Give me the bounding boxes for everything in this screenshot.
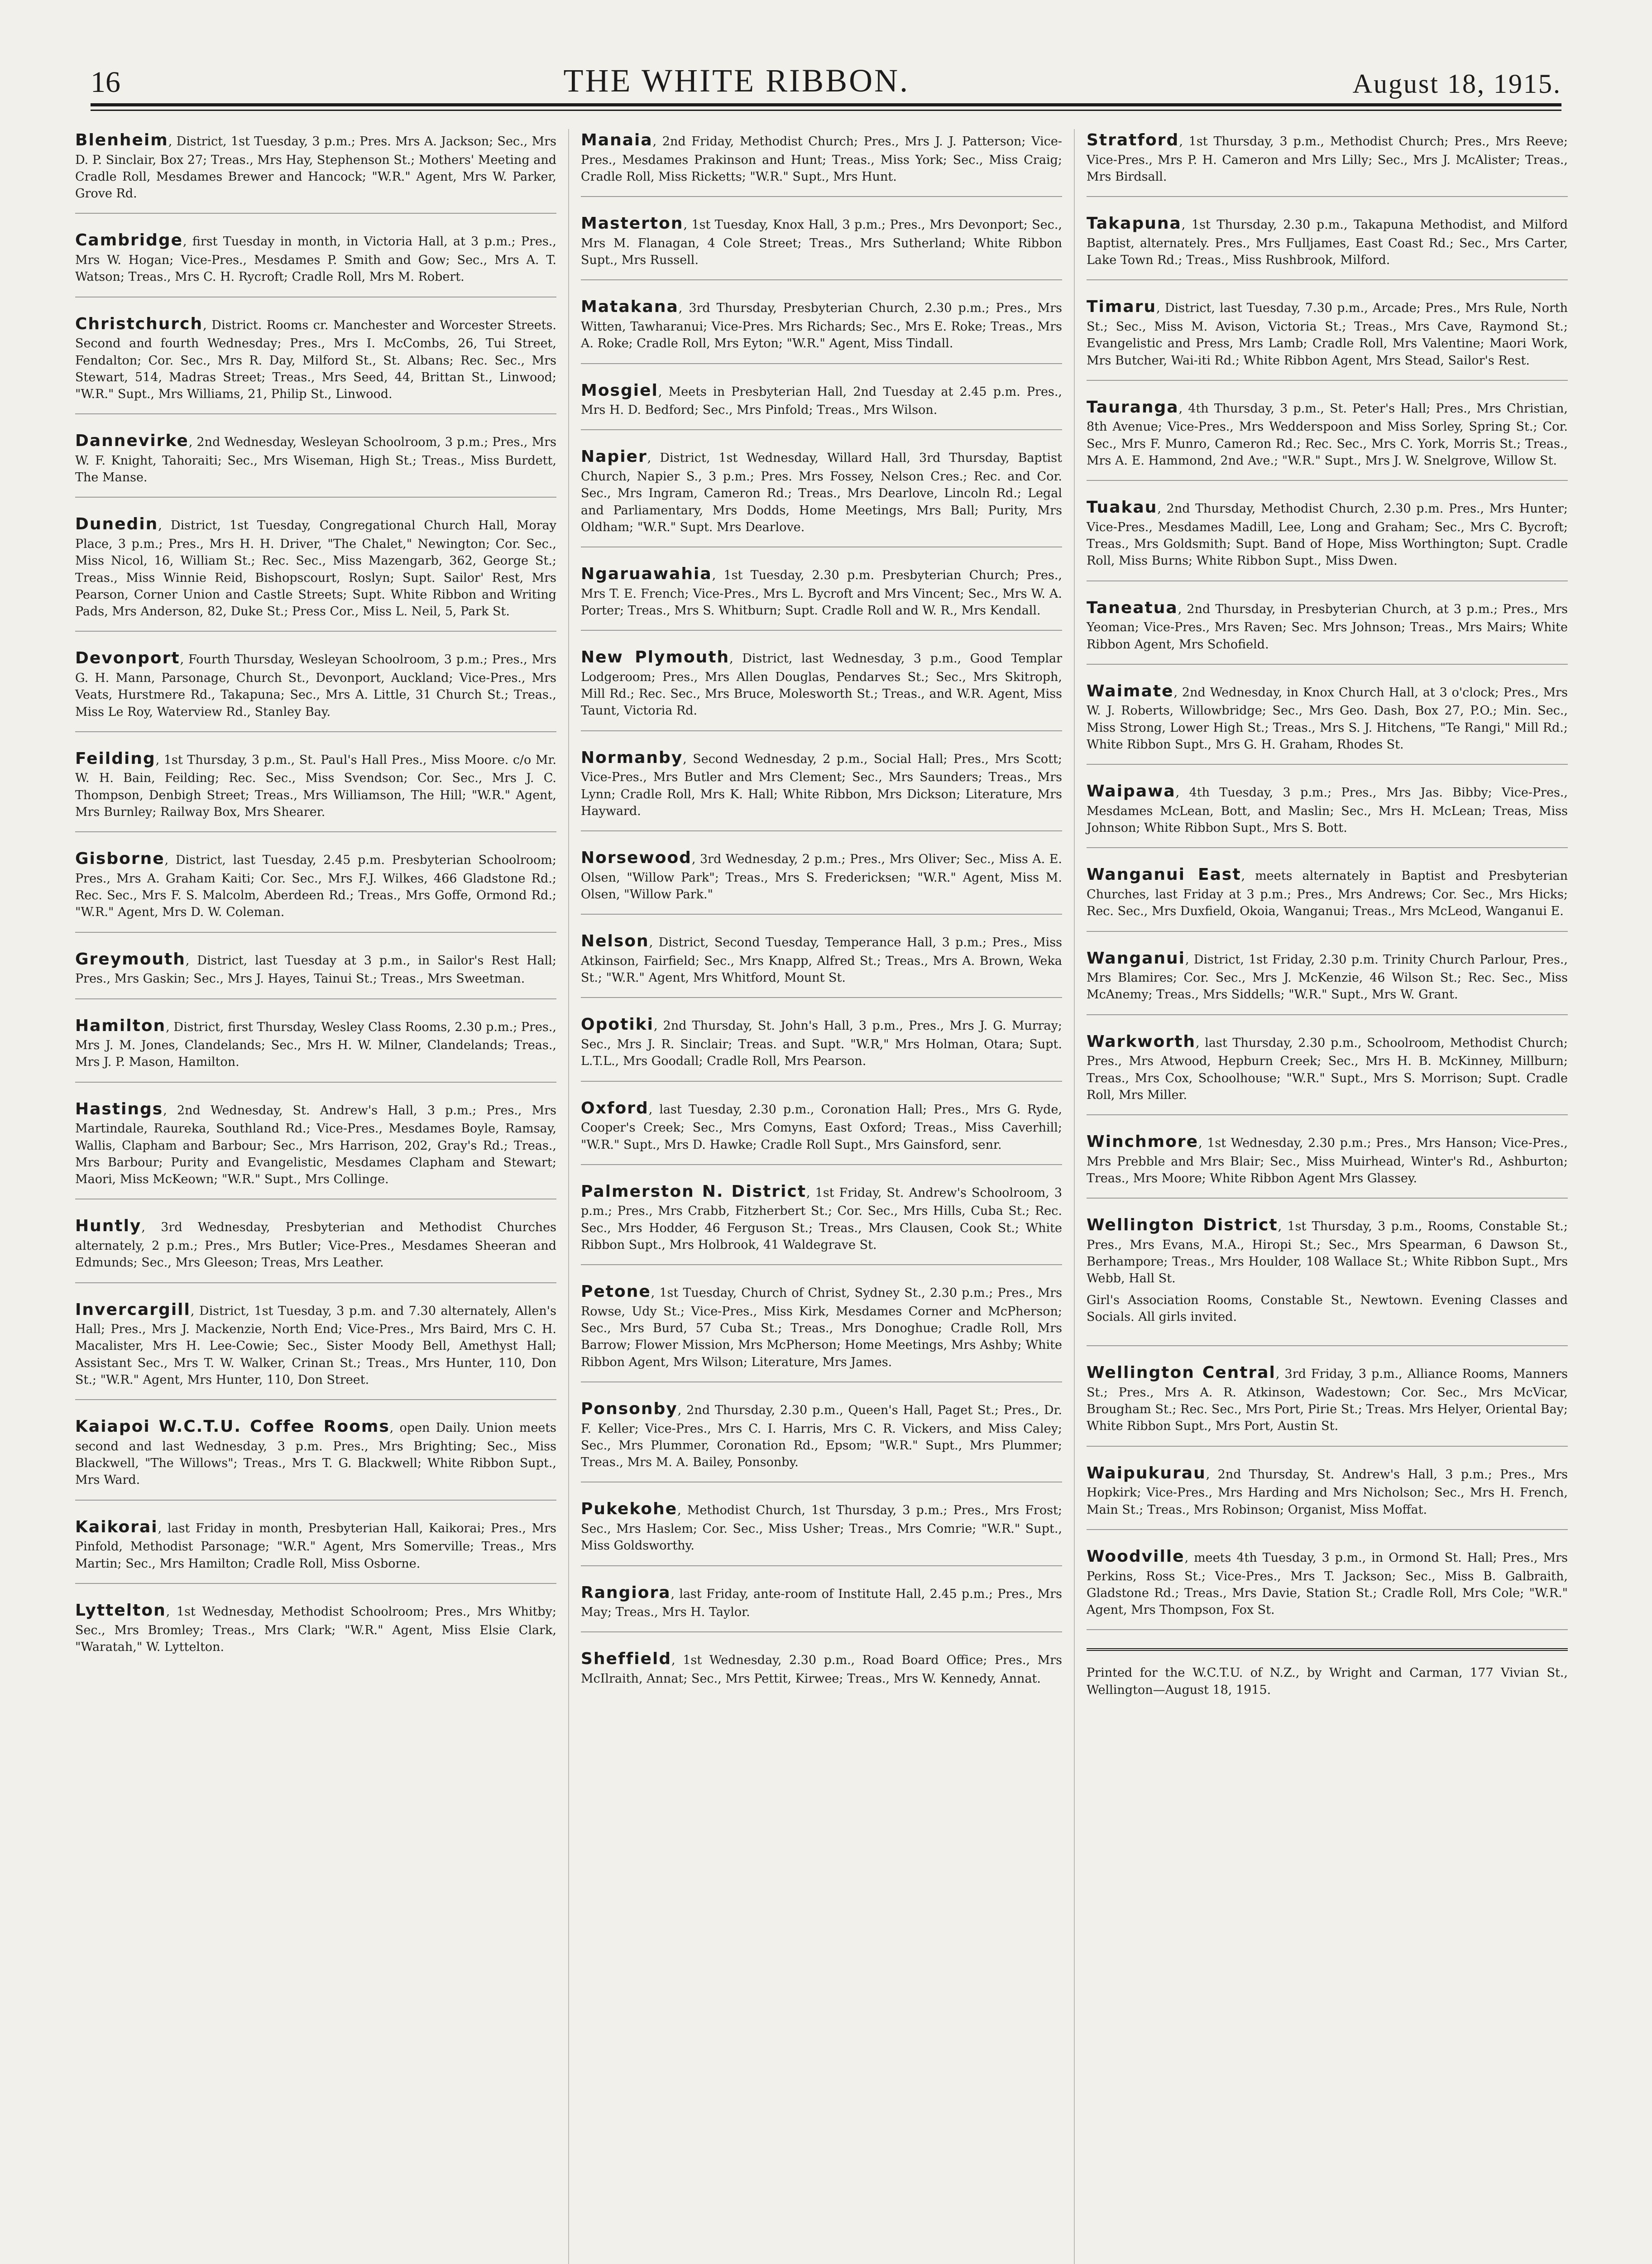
union-entry: Normanby, Second Wednesday, 2 p.m., Social Hall; Pres., Mrs Scott; Vice-Pres., Mrs Butler and Mrs Clement; Sec., Mrs Saunders; Treas., Mrs Lynn; Cradle Roll, Mrs K. Hall; White Ribbon, Mrs Dickson; Literature, Mrs Hayward. bbox=[581, 747, 1062, 831]
union-entry: Wanganui East, meets alternately in Baptist and Presbyterian Churches, last Friday at 3 p.m.; Pres., Mrs Andrews; Cor. Sec., Mrs Hicks; Rec. Sec., Mrs Duxfield, Okoia, Wanganui; Treas., Mrs McLeod, Wanganui E. bbox=[1087, 863, 1568, 931]
union-name: Norsewood bbox=[581, 849, 692, 868]
union-name: Timaru bbox=[1087, 297, 1157, 317]
union-entry: Devonport, Fourth Thursday, Wesleyan Schoolroom, 3 p.m.; Pres., Mrs G. H. Mann, Parsonage, Church St., Devonport, Auckland; Vice-Pres., Mrs Veats, Hurstmere Rd., Takapuna; Sec., Mrs A. Little, 31 Church St.; Treas., Miss Le Roy, Waterview Rd., Stanley Bay. bbox=[75, 647, 556, 732]
union-details: 1st Wednesday, 2.30 p.m.; Pres., Mrs Hanson; Vice-Pres., Mrs Prebble and Mrs Blair; Sec., Miss Muirhead, Winter's Rd., Ashburton; Treas., Mrs Moore; White Ribbon Agent Mrs Glassey. bbox=[1087, 1136, 1568, 1186]
union-entry: Waipawa, 4th Tuesday, 3 p.m.; Pres., Mrs Jas. Bibby; Vice-Pres., Mesdames McLean, Bott, and Maslin; Sec., Mrs H. McLean; Treas, Miss Johnson; White Ribbon Supt., Mrs S. Bott. bbox=[1087, 780, 1568, 848]
union-details: 4th Thursday, 3 p.m., St. Peter's Hall; Pres., Mrs Christian, 8th Avenue; Vice-Pres., Mrs Wedderspoon and Miss Sorley, Spring St.; Cor. Sec., Mrs F. Munro, Cameron Rd.; Rec. Sec., Mrs C. York, Morris St.; Treas., Mrs A. E. Hammond, 2nd Ave.; "W.R." Supt., Mrs J. W. Snelgrove, Willow St. bbox=[1087, 401, 1568, 468]
union-entry: Hamilton, District, first Thursday, Wesley Class Rooms, 2.30 p.m.; Pres., Mrs J. M. Jones, Clandelands; Sec., Mrs H. W. Milner, Clandelands; Treas., Mrs J. P. Mason, Hamilton. bbox=[75, 1015, 556, 1083]
union-entry: Mosgiel, Meets in Presbyterian Hall, 2nd Tuesday at 2.45 p.m. Pres., Mrs H. D. Bedford; Sec., Mrs Pinfold; Treas., Mrs Wilson. bbox=[581, 379, 1062, 431]
union-details: District, 1st Wednesday, Willard Hall, 3rd Thursday, Baptist Church, Napier S., 3 p.m.; Pres. Mrs Fossey, Nelson Cres.; Rec. and Cor. Sec., Mrs Ingram, Cameron Rd.; Treas., Mrs Dearlove, Lincoln Rd.; Legal and Parliamentary, Mrs Dodds, Home Meetings, Mrs Ball; Purity, Mrs Oldham; "W.R." Supt. Mrs Dearlove. bbox=[581, 451, 1062, 534]
union-entry: Winchmore, 1st Wednesday, 2.30 p.m.; Pres., Mrs Hanson; Vice-Pres., Mrs Prebble and Mrs Blair; Sec., Miss Muirhead, Winter's Rd., Ashburton; Treas., Mrs Moore; White Ribbon Agent Mrs Glassey. bbox=[1087, 1131, 1568, 1199]
union-name: Woodville bbox=[1087, 1547, 1185, 1566]
union-entry: Napier, District, 1st Wednesday, Willard Hall, 3rd Thursday, Baptist Church, Napier S., 3 p.m.; Pres. Mrs Fossey, Nelson Cres.; Rec. and Cor. Sec., Mrs Ingram, Cameron Rd.; Treas., Mrs Dearlove, Lincoln Rd.; Legal and Parliamentary, Mrs Dodds, Home Meetings, Mrs Ball; Purity, Mrs Oldham; "W.R." Supt. Mrs Dearlove. bbox=[581, 446, 1062, 547]
union-details: 2nd Wednesday, St. Andrew's Hall, 3 p.m.; Pres., Mrs Martindale, Raureka, Southland Rd.; Vice-Pres., Mesdames Boyle, Ramsay, Wallis, Clapham and Barbour; Sec., Mrs Harrison, 202, Gray's Rd.; Treas., Mrs Barbour; Purity and Evangelistic, Mesdames Clapham and Stewart; Maori, Miss McKeown; "W.R." Supt., Mrs Collinge. bbox=[75, 1103, 557, 1187]
union-name: Sheffield bbox=[581, 1650, 672, 1669]
union-name: Masterton bbox=[581, 214, 684, 233]
union-name: Greymouth bbox=[75, 950, 186, 969]
union-entry: Blenheim, District, 1st Tuesday, 3 p.m.; Pres. Mrs A. Jackson; Sec., Mrs D. P. Sinclair, Box 27; Treas., Mrs Hay, Stephenson St.; Mothers' Meeting and Cradle Roll, Mesdames Brewer and Hancock; "W.R." Agent, Mrs W. Parker, Grove Rd. bbox=[75, 129, 556, 214]
union-name: Lyttelton bbox=[75, 1601, 166, 1620]
union-details: last Tuesday, 2.30 p.m., Coronation Hall; Pres., Mrs G. Ryde, Cooper's Creek; Sec., Mrs Comyns, East Oxford; Treas., Miss Caverhill; "W.R." Supt., Mrs D. Hawke; Cradle Roll Supt., Mrs Gainsford, senr. bbox=[581, 1102, 1063, 1152]
page-number: 16 bbox=[91, 66, 120, 99]
union-name: Waipawa bbox=[1087, 782, 1176, 801]
union-entry: Wanganui, District, 1st Friday, 2.30 p.m. Trinity Church Parlour, Pres., Mrs Blamires; Cor. Sec., Mrs J. McKenzie, 46 Wilson St.; Rec. Sec., Miss McAnemy; Treas., Mrs Siddells; "W.R." Supt., Mrs W. Grant. bbox=[1087, 947, 1568, 1015]
union-details: District. Rooms cr. Manchester and Worcester Streets. Second and fourth Wednesday; Pres., Mrs I. McCombs, 26, Tui Street, Fendalton; Cor. Sec., Mrs R. Day, Milford St., St. Albans; Rec. Sec., Mrs Stewart, 514, Madras Street; Treas., Mrs Seed, 44, Brittan St., Linwood; "W.R." Supt., Mrs Williams, 21, Philip St., Linwood. bbox=[75, 318, 556, 402]
union-name: Normanby bbox=[581, 748, 683, 767]
union-entry: Waimate, 2nd Wednesday, in Knox Church Hall, at 3 o'clock; Pres., Mrs W. J. Roberts, Willowbridge; Sec., Mrs Geo. Dash, Box 27, P.O.; Min. Sec., Miss Strong, Lower High St.; Treas., Mrs S. J. Hitchens, "Te Rangi," Mill Rd.; White Ribbon Supt., Mrs G. H. Graham, Rhodes St. bbox=[1087, 680, 1568, 765]
union-name: Christchurch bbox=[75, 314, 203, 333]
union-name: Invercargill bbox=[75, 1300, 191, 1319]
union-details: District, 1st Friday, 2.30 p.m. Trinity Church Parlour, Pres., Mrs Blamires; Cor. Sec., Mrs J. McKenzie, 46 Wilson St.; Rec. Sec., Miss McAnemy; Treas., Mrs Siddells; "W.R." Supt., Mrs W. Grant. bbox=[1087, 952, 1568, 1002]
newspaper-title: THE WHITE RIBBON. bbox=[563, 62, 910, 99]
union-details: Methodist Church, 1st Thursday, 3 p.m.; Pres., Mrs Frost; Sec., Mrs Haslem; Cor. Sec., Miss Usher; Treas., Mrs Comrie; "W.R." Supt., Miss Goldsworthy. bbox=[581, 1503, 1062, 1553]
union-details: 2nd Thursday, St. Andrew's Hall, 3 p.m.; Pres., Mrs Hopkirk; Vice-Pres., Mrs Harding and Mrs Nicholson; Sec., Mrs H. French, Main St.; Treas., Mrs Robinson; Organist, Miss Moffat. bbox=[1087, 1467, 1568, 1517]
union-details: Fourth Thursday, Wesleyan Schoolroom, 3 p.m.; Pres., Mrs G. H. Mann, Parsonage, Church St., Devonport, Auckland; Vice-Pres., Mrs Veats, Hurstmere Rd., Takapuna; Sec., Mrs A. Little, 31 Church St.; Treas., Miss Le Roy, Waterview Rd., Stanley Bay. bbox=[75, 652, 556, 719]
union-entry: Christchurch, District. Rooms cr. Manchester and Worcester Streets. Second and fourth Wednesday; Pres., Mrs I. McCombs, 26, Tui Street, Fendalton; Cor. Sec., Mrs R. Day, Milford St., St. Albans; Rec. Sec., Mrs Stewart, 514, Madras Street; Treas., Mrs Seed, 44, Brittan St., Linwood; "W.R." Supt., Mrs Williams, 21, Philip St., Linwood. bbox=[75, 313, 556, 415]
union-entry: Petone, 1st Tuesday, Church of Christ, Sydney St., 2.30 p.m.; Pres., Mrs Rowse, Udy St.; Vice-Pres., Miss Kirk, Mesdames Corner and McPherson; Sec., Mrs Burd, 57 Cuba St.; Treas., Mrs Donoghue; Cradle Roll, Mrs Barrow; Flower Mission, Mrs McPherson; Home Meetings, Mrs Ashby; White Ribbon Agent, Mrs Wilson; Literature, Mrs James. bbox=[581, 1281, 1062, 1382]
union-entry: Wellington Central, 3rd Friday, 3 p.m., Alliance Rooms, Manners St.; Pres., Mrs A. R. Atkinson, Wadestown; Cor. Sec., Mrs McVicar, Brougham St.; Rec. Sec., Mrs Port, Pirie St.; Treas. Mrs Helyer, Oriental Bay; White Ribbon Supt., Mrs Port, Austin St. bbox=[1087, 1362, 1568, 1446]
union-name: Ngaruawahia bbox=[581, 565, 712, 584]
union-details: District, Second Tuesday, Temperance Hall, 3 p.m.; Pres., Miss Atkinson, Fairfield; Sec., Mrs Knapp, Alfred St.; Treas., Mrs A. Brown, Weka St.; "W.R." Agent, Mrs Whitford, Mount St. bbox=[581, 935, 1062, 985]
union-entry: Feilding, 1st Thursday, 3 p.m., St. Paul's Hall Pres., Miss Moore. c/o Mr. W. H. Bain, Feilding; Rec. Sec., Miss Svendson; Cor. Sec., Mrs J. C. Thompson, Denbigh Street; Treas., Mrs Williamson, The Hill; "W.R." Agent, Mrs Burnley; Railway Box, Mrs Shearer. bbox=[75, 748, 556, 832]
union-details: 3rd Thursday, Presbyterian Church, 2.30 p.m.; Pres., Mrs Witten, Tawharanui; Vice-Pres. Mrs Richards; Sec., Mrs E. Roke; Treas., Mrs A. Roke; Cradle Roll, Mrs Eyton; "W.R." Agent, Miss Tindall. bbox=[581, 301, 1062, 351]
union-entry: Lyttelton, 1st Wednesday, Methodist Schoolroom; Pres., Mrs Whitby; Sec., Mrs Bromley; Treas., Mrs Clark; "W.R." Agent, Miss Elsie Clark, "Waratah," W. Lyttelton. bbox=[75, 1601, 556, 1654]
union-details: District, 1st Tuesday, 3 p.m. and 7.30 alternately, Allen's Hall; Pres., Mrs J. Mackenzie, North End; Vice-Pres., Mrs Baird, Mrs C. H. Macalister, Mrs H. Lee-Cowie; Sec., Sister Moody Bell, Amethyst Hall; Assistant Sec., Mrs T. W. Walker, Crinan St.; Treas., Mrs Hunter, 110, Don St.; "W.R." Agent, Mrs Hunter, 110, Don Street. bbox=[75, 1304, 556, 1387]
union-name: Warkworth bbox=[1087, 1032, 1196, 1051]
union-name: Wellington District bbox=[1087, 1216, 1278, 1235]
union-name: Feilding bbox=[75, 749, 156, 768]
union-name: Gisborne bbox=[75, 849, 165, 868]
union-entry: Dannevirke, 2nd Wednesday, Wesleyan Schoolroom, 3 p.m.; Pres., Mrs W. F. Knight, Tahoraiti; Sec., Mrs Wiseman, High St.; Treas., Miss Burdett, The Manse. bbox=[75, 430, 556, 498]
union-entry: Ponsonby, 2nd Thursday, 2.30 p.m., Queen's Hall, Paget St.; Pres., Dr. F. Keller; Vice-Pres., Mrs C. I. Harris, Mrs C. R. Vickers, and Miss Caley; Sec., Mrs Plummer, Coronation Rd., Epsom; "W.R." Supt., Mrs Plummer; Treas., Mrs M. A. Bailey, Ponsonby. bbox=[581, 1398, 1062, 1482]
union-entry: Taneatua, 2nd Thursday, in Presbyterian Church, at 3 p.m.; Pres., Mrs Yeoman; Vice-Pres., Mrs Raven; Sec. Mrs Johnson; Treas., Mrs Mairs; White Ribbon Agent, Mrs Schofield. bbox=[1087, 597, 1568, 665]
union-details: District, last Wednesday, 3 p.m., Good Templar Lodgeroom; Pres., Mrs Allen Douglas, Pendarves St.; Sec., Mrs Skitroph, Mill Rd.; Rec. Sec., Mrs Bruce, Molesworth St.; Treas., and W.R. Agent, Miss Taunt, Victoria Rd. bbox=[581, 652, 1062, 718]
union-name: Mosgiel bbox=[581, 381, 658, 400]
union-details: 1st Thursday, 2.30 p.m., Takapuna Methodist, and Milford Baptist, alternately. Pres., Mrs Fulljames, East Coast Rd.; Sec., Mrs Carter, Lake Town Rd.; Treas., Miss Rushbrook, Milford. bbox=[1087, 218, 1568, 268]
union-name: Tuakau bbox=[1087, 498, 1158, 517]
header-rule-thick bbox=[91, 103, 1561, 106]
union-name: Kaikorai bbox=[75, 1517, 158, 1536]
union-details: 2nd Wednesday, Wesleyan Schoolroom, 3 p.m.; Pres., Mrs W. F. Knight, Tahoraiti; Sec., Mrs Wiseman, High St.; Treas., Miss Burdett, The Manse. bbox=[75, 435, 556, 485]
union-details: 1st Tuesday, 2.30 p.m. Presbyterian Church; Pres., Mrs T. E. French; Vice-Pres., Mrs L. Bycroft and Mrs Vincent; Sec., Mrs W. A. Porter; Treas., Mrs S. Whitburn; Supt. Cradle Roll and W. R., Mrs Kendall. bbox=[581, 568, 1062, 618]
union-entry: Nelson, District, Second Tuesday, Temperance Hall, 3 p.m.; Pres., Miss Atkinson, Fairfield; Sec., Mrs Knapp, Alfred St.; Treas., Mrs A. Brown, Weka St.; "W.R." Agent, Mrs Whitford, Mount St. bbox=[581, 930, 1062, 998]
union-details: 2nd Thursday, St. John's Hall, 3 p.m., Pres., Mrs J. G. Murray; Sec., Mrs J. R. Sinclair; Treas. and Supt. "W.R," Mrs Holman, Otara; Supt. L.T.L., Mrs Goodall; Cradle Roll, Mrs Pearson. bbox=[581, 1019, 1062, 1069]
union-entry: Wellington District, 1st Thursday, 3 p.m., Rooms, Constable St.; Pres., Mrs Evans, M.A., Hiropi St.; Sec., Mrs Spearman, 6 Dawson St., Berhampore; Treas., Mrs Houlder, 108 Wallace St.; White Ribbon Supt., Mrs Webb, Hall St. Girl's Association Rooms, Constable St., Newtown. Evening Classes and Socials. All girls invited. bbox=[1087, 1214, 1568, 1346]
union-details: last Thursday, 2.30 p.m., Schoolroom, Methodist Church; Pres., Mrs Atwood, Hepburn Creek; Sec., Mrs H. B. McKinney, Millburn; Treas., Mrs Cox, Schoolhouse; "W.R." Supt., Mrs S. Morrison; Supt. Cradle Roll, Mrs Miller. bbox=[1087, 1036, 1568, 1102]
union-entry: Waipukurau, 2nd Thursday, St. Andrew's Hall, 3 p.m.; Pres., Mrs Hopkirk; Vice-Pres., Mrs Harding and Mrs Nicholson; Sec., Mrs H. French, Main St.; Treas., Mrs Robinson; Organist, Miss Moffat. bbox=[1087, 1462, 1568, 1530]
union-name: Palmerston N. District bbox=[581, 1182, 807, 1201]
header-rule-thin bbox=[91, 110, 1561, 111]
union-details: District, last Tuesday, 2.45 p.m. Presbyterian Schoolroom; Pres., Mrs A. Graham Kaiti; Cor. Sec., Mrs F.J. Wilkes, 466 Gladstone Rd.; Rec. Sec., Mrs F. S. Malcolm, Aberdeen Rd.; Treas., Mrs Goffe, Ormond Rd.; "W.R." Agent, Mrs D. W. Coleman. bbox=[75, 853, 556, 920]
union-details: 2nd Thursday, 2.30 p.m., Queen's Hall, Paget St.; Pres., Dr. F. Keller; Vice-Pres., Mrs C. I. Harris, Mrs C. R. Vickers, and Miss Caley; Sec., Mrs Plummer, Coronation Rd., Epsom; "W.R." Supt., Mrs Plummer; Treas., Mrs M. A. Bailey, Ponsonby. bbox=[581, 1403, 1062, 1470]
union-name: Devonport bbox=[75, 649, 180, 668]
union-entry: Dunedin, District, 1st Tuesday, Congregational Church Hall, Moray Place, 3 p.m.; Pres., Mrs H. H. Driver, "The Chalet," Newington; Cor. Sec., Miss Nicol, 16, William St.; Rec. Sec., Miss Mazengarb, 362, George St.; Treas., Miss Winnie Reid, Bishopscourt, Roslyn; Supt. Sailor' Rest, Mrs Pearson, Corner Union and Castle Streets; Supt. White Ribbon and Writing Pads, Mrs Anderson, 82, Duke St.; Press Cor., Miss L. Neil, 5, Park St. bbox=[75, 513, 556, 632]
union-entry: Oxford, last Tuesday, 2.30 p.m., Coronation Hall; Pres., Mrs G. Ryde, Cooper's Creek; Sec., Mrs Comyns, East Oxford; Treas., Miss Caverhill; "W.R." Supt., Mrs D. Hawke; Cradle Roll Supt., Mrs Gainsford, senr. bbox=[581, 1097, 1062, 1165]
union-name: Cambridge bbox=[75, 231, 183, 250]
union-details: 2nd Wednesday, in Knox Church Hall, at 3 o'clock; Pres., Mrs W. J. Roberts, Willowbridge; Sec., Mrs Geo. Dash, Box 27, P.O.; Min. Sec., Miss Strong, Lower High St.; Treas., Mrs S. J. Hitchens, "Te Rangi," Mill Rd.; White Ribbon Supt., Mrs G. H. Graham, Rhodes St. bbox=[1087, 685, 1568, 752]
union-details: 3rd Wednesday, 2 p.m.; Pres., Mrs Oliver; Sec., Miss A. E. Olsen, "Willow Park"; Treas., Mrs S. Fredericksen; "W.R." Agent, Miss M. Olsen, "Willow Park." bbox=[581, 852, 1063, 902]
union-entry: Rangiora, last Friday, ante-room of Institute Hall, 2.45 p.m.; Pres., Mrs May; Treas., Mrs H. Taylor. bbox=[581, 1582, 1062, 1633]
union-entry: Timaru, District, last Tuesday, 7.30 p.m., Arcade; Pres., Mrs Rule, North St.; Sec., Miss M. Avison, Victoria St.; Treas., Mrs Cave, Raymond St.; Evangelistic and Press, Mrs Lamb; Cradle Roll, Mrs Valentine; Maori Work, Mrs Butcher, Wai-iti Rd.; White Ribbon Agent, Mrs Stead, Sailor's Rest. bbox=[1087, 296, 1568, 380]
union-details: 4th Tuesday, 3 p.m.; Pres., Mrs Jas. Bibby; Vice-Pres., Mesdames McLean, Bott, and Maslin; Sec., Mrs H. McLean; Treas, Miss Johnson; White Ribbon Supt., Mrs S. Bott. bbox=[1087, 786, 1568, 835]
union-entry: Warkworth, last Thursday, 2.30 p.m., Schoolroom, Methodist Church; Pres., Mrs Atwood, Hepburn Creek; Sec., Mrs H. B. McKinney, Millburn; Treas., Mrs Cox, Schoolhouse; "W.R." Supt., Mrs S. Morrison; Supt. Cradle Roll, Mrs Miller. bbox=[1087, 1031, 1568, 1115]
union-details: 1st Wednesday, Methodist Schoolroom; Pres., Mrs Whitby; Sec., Mrs Bromley; Treas., Mrs Clark; "W.R." Agent, Miss Elsie Clark, "Waratah," W. Lyttelton. bbox=[75, 1604, 556, 1654]
union-name: Blenheim bbox=[75, 131, 168, 149]
entry-note: Girl's Association Rooms, Constable St., Newtown. Evening Classes and Socials. All girls invited. bbox=[1087, 1293, 1568, 1324]
union-name: Wanganui bbox=[1087, 949, 1186, 968]
union-entry: Manaia, 2nd Friday, Methodist Church; Pres., Mrs J. J. Patterson; Vice-Pres., Mesdames Prakinson and Hunt; Treas., Miss York; Sec., Miss Craig; Cradle Roll, Miss Ricketts; "W.R." Supt., Mrs Hunt. bbox=[581, 129, 1062, 197]
directory-columns bbox=[63, 129, 1580, 2264]
printer-notice: Printed for the W.C.T.U. of N.Z., by Wright and Carman, 177 Vivian St., Wellington—August 18, 1915. bbox=[1087, 1648, 1568, 1698]
union-details: District, last Tuesday at 3 p.m., in Sailor's Rest Hall; Pres., Mrs Gaskin; Sec., Mrs J. Hayes, Tainui St.; Treas., Mrs Sweetman. bbox=[75, 953, 556, 986]
union-entry: Opotiki, 2nd Thursday, St. John's Hall, 3 p.m., Pres., Mrs J. G. Murray; Sec., Mrs J. R. Sinclair; Treas. and Supt. "W.R," Mrs Holman, Otara; Supt. L.T.L., Mrs Goodall; Cradle Roll, Mrs Pearson. bbox=[581, 1013, 1062, 1081]
union-details: first Tuesday in month, in Victoria Hall, at 3 p.m.; Pres., Mrs W. Hogan; Vice-Pres., Mesdames P. Smith and Gow; Sec., Mrs A. T. Watson; Treas., Mrs C. H. Rycroft; Cradle Roll, Mrs M. Robert. bbox=[75, 235, 556, 284]
union-name: Hastings bbox=[75, 1099, 163, 1118]
union-name: Wanganui East bbox=[1087, 865, 1241, 884]
union-details: last Friday in month, Presbyterian Hall, Kaikorai; Pres., Mrs Pinfold, Methodist Parsonage; "W.R." Agent, Mrs Somerville; Treas., Mrs Martin; Sec., Mrs Hamilton; Cradle Roll, Miss Osborne. bbox=[75, 1521, 556, 1571]
union-details: meets 4th Tuesday, 3 p.m., in Ormond St. Hall; Pres., Mrs Perkins, Ross St.; Vice-Pres., Mrs T. Jackson; Sec., Miss B. Galbraith, Gladstone Rd.; Treas., Mrs Davie, Station St.; Cradle Roll, Mrs Cole; "W.R." Agent, Mrs Thompson, Fox St. bbox=[1087, 1550, 1568, 1617]
union-name: Napier bbox=[581, 447, 647, 466]
union-entry: Takapuna, 1st Thursday, 2.30 p.m., Takapuna Methodist, and Milford Baptist, alternately. Pres., Mrs Fulljames, East Coast Rd.; Sec., Mrs Carter, Lake Town Rd.; Treas., Miss Rushbrook, Milford. bbox=[1087, 212, 1568, 280]
union-details: 1st Thursday, 3 p.m., Methodist Church; Pres., Mrs Reeve; Vice-Pres., Mrs P. H. Cameron and Mrs Lilly; Sec., Mrs J. McAlister; Treas., Mrs Birdsall. bbox=[1087, 134, 1568, 184]
union-details: 2nd Friday, Methodist Church; Pres., Mrs J. J. Patterson; Vice-Pres., Mesdames Prakinson and Hunt; Treas., Miss York; Sec., Miss Craig; Cradle Roll, Miss Ricketts; "W.R." Supt., Mrs Hunt. bbox=[581, 134, 1062, 184]
union-name: Huntly bbox=[75, 1217, 142, 1236]
union-entry: Tauranga, 4th Thursday, 3 p.m., St. Peter's Hall; Pres., Mrs Christian, 8th Avenue; Vice-Pres., Mrs Wedderspoon and Miss Sorley, Spring St.; Cor. Sec., Mrs F. Munro, Cameron Rd.; Rec. Sec., Mrs C. York, Morris St.; Treas., Mrs A. E. Hammond, 2nd Ave.; "W.R." Supt., Mrs J. W. Snelgrove, Willow St. bbox=[1087, 396, 1568, 481]
union-details: 2nd Thursday, Methodist Church, 2.30 p.m. Pres., Mrs Hunter; Vice-Pres., Mesdames Madill, Lee, Long and Graham; Sec., Mrs C. Bycroft; Treas., Mrs Goldsmith; Supt. Band of Hope, Miss Worthington; Supt. Cradle Roll, Miss Burns; White Ribbon Supt., Miss Dwen. bbox=[1087, 502, 1568, 568]
issue-date: August 18, 1915. bbox=[1352, 69, 1561, 99]
union-details: District, first Thursday, Wesley Class Rooms, 2.30 p.m.; Pres., Mrs J. M. Jones, Clandelands; Sec., Mrs H. W. Milner, Clandelands; Treas., Mrs J. P. Mason, Hamilton. bbox=[75, 1020, 557, 1070]
union-name: Taneatua bbox=[1087, 598, 1178, 617]
union-name: Wellington Central bbox=[1087, 1363, 1276, 1382]
union-entry: Stratford, 1st Thursday, 3 p.m., Methodist Church; Pres., Mrs Reeve; Vice-Pres., Mrs P. H. Cameron and Mrs Lilly; Sec., Mrs J. McAlister; Treas., Mrs Birdsall. bbox=[1087, 129, 1568, 197]
union-details: 1st Thursday, 3 p.m., Rooms, Constable St.; Pres., Mrs Evans, M.A., Hiropi St.; Sec., Mrs Spearman, 6 Dawson St., Berhampore; Treas., Mrs Houlder, 108 Wallace St.; White Ribbon Supt., Mrs Webb, Hall St. bbox=[1087, 1219, 1568, 1286]
union-details: 1st Tuesday, Church of Christ, Sydney St., 2.30 p.m.; Pres., Mrs Rowse, Udy St.; Vice-Pres., Miss Kirk, Mesdames Corner and McPherson; Sec., Mrs Burd, 57 Cuba St.; Treas., Mrs Donoghue; Cradle Roll, Mrs Barrow; Flower Mission, Mrs McPherson; Home Meetings, Mrs Ashby; White Ribbon Agent, Mrs Wilson; Literature, Mrs James. bbox=[581, 1286, 1062, 1369]
union-name: Opotiki bbox=[581, 1015, 654, 1034]
union-name: Dunedin bbox=[75, 515, 158, 534]
union-entry: Woodville, meets 4th Tuesday, 3 p.m., in Ormond St. Hall; Pres., Mrs Perkins, Ross St.; Vice-Pres., Mrs T. Jackson; Sec., Miss B. Galbraith, Gladstone Rd.; Treas., Mrs Davie, Station St.; Cradle Roll, Mrs Cole; "W.R." Agent, Mrs Thompson, Fox St. bbox=[1087, 1545, 1568, 1630]
union-name: Manaia bbox=[581, 131, 653, 149]
union-entry: Matakana, 3rd Thursday, Presbyterian Church, 2.30 p.m.; Pres., Mrs Witten, Tawharanui; Vice-Pres. Mrs Richards; Sec., Mrs E. Roke; Treas., Mrs A. Roke; Cradle Roll, Mrs Eyton; "W.R." Agent, Miss Tindall. bbox=[581, 296, 1062, 364]
union-name: Rangiora bbox=[581, 1583, 671, 1602]
union-details: meets alternately in Baptist and Presbyterian Churches, last Friday at 3 p.m.; Pres., Mrs Andrews; Cor. Sec., Mrs Hicks; Rec. Sec., Mrs Duxfield, Okoia, Wanganui; Treas., Mrs McLeod, Wanganui E. bbox=[1087, 869, 1568, 919]
union-entry: Palmerston N. District, 1st Friday, St. Andrew's Schoolroom, 3 p.m.; Pres., Mrs Crabb, Fitzherbert St.; Cor. Sec., Mrs Hills, Cuba St.; Rec. Sec., Mrs Hodder, 46 Ferguson St.; Treas., Mrs Clausen, Cook St.; White Ribbon Supt., Mrs Holbrook, 41 Waldegrave St. bbox=[581, 1180, 1062, 1265]
union-entry: Masterton, 1st Tuesday, Knox Hall, 3 p.m.; Pres., Mrs Devonport; Sec., Mrs M. Flanagan, 4 Cole Street; Treas., Mrs Sutherland; White Ribbon Supt., Mrs Russell. bbox=[581, 212, 1062, 280]
union-entry: Sheffield, 1st Wednesday, 2.30 p.m., Road Board Office; Pres., Mrs McIlraith, Annat; Sec., Mrs Pettit, Kirwee; Treas., Mrs W. Kennedy, Annat. bbox=[581, 1650, 1062, 1686]
union-name: Takapuna bbox=[1087, 214, 1182, 233]
page-header bbox=[91, 45, 1561, 100]
union-name: Waimate bbox=[1087, 681, 1174, 700]
union-name: Tauranga bbox=[1087, 398, 1179, 417]
union-details: District, 1st Tuesday, 3 p.m.; Pres. Mrs A. Jackson; Sec., Mrs D. P. Sinclair, Box 27; Treas., Mrs Hay, Stephenson St.; Mothers' Meeting and Cradle Roll, Mesdames Brewer and Hancock; "W.R." Agent, Mrs W. Parker, Grove Rd. bbox=[75, 134, 556, 201]
union-name: New Plymouth bbox=[581, 648, 730, 667]
union-details: 1st Friday, St. Andrew's Schoolroom, 3 p.m.; Pres., Mrs Crabb, Fitzherbert St.; Cor. Sec., Mrs Hills, Cuba St.; Rec. Sec., Mrs Hodder, 46 Ferguson St.; Treas., Mrs Clausen, Cook St.; White Ribbon Supt., Mrs Holbrook, 41 Waldegrave St. bbox=[581, 1185, 1062, 1252]
union-details: Meets in Presbyterian Hall, 2nd Tuesday at 2.45 p.m. Pres., Mrs H. D. Bedford; Sec., Mrs Pinfold; Treas., Mrs Wilson. bbox=[581, 384, 1062, 417]
union-name: Winchmore bbox=[1087, 1132, 1199, 1151]
union-entry: Kaikorai, last Friday in month, Presbyterian Hall, Kaikorai; Pres., Mrs Pinfold, Methodist Parsonage; "W.R." Agent, Mrs Somerville; Treas., Mrs Martin; Sec., Mrs Hamilton; Cradle Roll, Miss Osborne. bbox=[75, 1516, 556, 1584]
union-entry: Invercargill, District, 1st Tuesday, 3 p.m. and 7.30 alternately, Allen's Hall; Pres., Mrs J. Mackenzie, North End; Vice-Pres., Mrs Baird, Mrs C. H. Macalister, Mrs H. Lee-Cowie; Sec., Sister Moody Bell, Amethyst Hall; Assistant Sec., Mrs T. W. Walker, Crinan St.; Treas., Mrs Hunter, 110, Don St.; "W.R." Agent, Mrs Hunter, 110, Don Street. bbox=[75, 1299, 556, 1401]
union-details: 3rd Friday, 3 p.m., Alliance Rooms, Manners St.; Pres., Mrs A. R. Atkinson, Wadestown; Cor. Sec., Mrs McVicar, Brougham St.; Rec. Sec., Mrs Port, Pirie St.; Treas. Mrs Helyer, Oriental Bay; White Ribbon Supt., Mrs Port, Austin St. bbox=[1087, 1367, 1568, 1434]
union-name: Petone bbox=[581, 1282, 651, 1301]
union-entry: Cambridge, first Tuesday in month, in Victoria Hall, at 3 p.m.; Pres., Mrs W. Hogan; Vice-Pres., Mesdames P. Smith and Gow; Sec., Mrs A. T. Watson; Treas., Mrs C. H. Rycroft; Cradle Roll, Mrs M. Robert. bbox=[75, 229, 556, 297]
union-details: 1st Wednesday, 2.30 p.m., Road Board Office; Pres., Mrs McIlraith, Annat; Sec., Mrs Pettit, Kirwee; Treas., Mrs W. Kennedy, Annat. bbox=[581, 1653, 1062, 1686]
union-details: District, last Tuesday, 7.30 p.m., Arcade; Pres., Mrs Rule, North St.; Sec., Miss M. Avison, Victoria St.; Treas., Mrs Cave, Raymond St.; Evangelistic and Press, Mrs Lamb; Cradle Roll, Mrs Valentine; Maori Work, Mrs Butcher, Wai-iti Rd.; White Ribbon Agent, Mrs Stead, Sailor's Rest. bbox=[1087, 301, 1568, 368]
union-entry: Greymouth, District, last Tuesday at 3 p.m., in Sailor's Rest Hall; Pres., Mrs Gaskin; Sec., Mrs J. Hayes, Tainui St.; Treas., Mrs Sweetman. bbox=[75, 948, 556, 999]
union-entry: Pukekohe, Methodist Church, 1st Thursday, 3 p.m.; Pres., Mrs Frost; Sec., Mrs Haslem; Cor. Sec., Miss Usher; Treas., Mrs Comrie; "W.R." Supt., Miss Goldsworthy. bbox=[581, 1498, 1062, 1566]
union-name: Nelson bbox=[581, 932, 649, 951]
union-name: Stratford bbox=[1087, 131, 1179, 149]
union-entry: Hastings, 2nd Wednesday, St. Andrew's Hall, 3 p.m.; Pres., Mrs Martindale, Raureka, Southland Rd.; Vice-Pres., Mesdames Boyle, Ramsay, Wallis, Clapham and Barbour; Sec., Mrs Harrison, 202, Gray's Rd.; Treas., Mrs Barbour; Purity and Evangelistic, Mesdames Clapham and Stewart; Maori, Miss McKeown; "W.R." Supt., Mrs Collinge. bbox=[75, 1098, 556, 1200]
union-details: last Friday, ante-room of Institute Hall, 2.45 p.m.; Pres., Mrs May; Treas., Mrs H. Taylor. bbox=[581, 1587, 1062, 1620]
union-name: Waipukurau bbox=[1087, 1463, 1206, 1482]
union-entry: Gisborne, District, last Tuesday, 2.45 p.m. Presbyterian Schoolroom; Pres., Mrs A. Graham Kaiti; Cor. Sec., Mrs F.J. Wilkes, 466 Gladstone Rd.; Rec. Sec., Mrs F. S. Malcolm, Aberdeen Rd.; Treas., Mrs Goffe, Ormond Rd.; "W.R." Agent, Mrs D. W. Coleman. bbox=[75, 848, 556, 932]
union-name: Matakana bbox=[581, 297, 679, 317]
union-entry: Tuakau, 2nd Thursday, Methodist Church, 2.30 p.m. Pres., Mrs Hunter; Vice-Pres., Mesdames Madill, Lee, Long and Graham; Sec., Mrs C. Bycroft; Treas., Mrs Goldsmith; Supt. Band of Hope, Miss Worthington; Supt. Cradle Roll, Miss Burns; White Ribbon Supt., Miss Dwen. bbox=[1087, 496, 1568, 581]
union-name: Hamilton bbox=[75, 1016, 166, 1035]
column-1 bbox=[63, 129, 568, 2264]
union-name: Ponsonby bbox=[581, 1399, 678, 1418]
union-name: Dannevirke bbox=[75, 432, 189, 451]
union-name: Oxford bbox=[581, 1098, 649, 1118]
union-details: open Daily. Union meets second and last Wednesday, 3 p.m. Pres., Mrs Brighting; Sec., Miss Blackwell, "The Willows"; Treas., Mrs T. G. Blackwell; White Ribbon Supt., Mrs Ward. bbox=[75, 1421, 556, 1487]
union-details: District, 1st Tuesday, Congregational Church Hall, Moray Place, 3 p.m.; Pres., Mrs H. H. Driver, "The Chalet," Newington; Cor. Sec., Miss Nicol, 16, William St.; Rec. Sec., Miss Mazengarb, 362, George St.; Treas., Miss Winnie Reid, Bishopscourt, Roslyn; Supt. Sailor' Rest, Mrs Pearson, Corner Union and Castle Streets; Supt. White Ribbon and Writing Pads, Mrs Anderson, 82, Duke St.; Press Cor., Miss L. Neil, 5, Park St. bbox=[75, 518, 556, 619]
union-name: Kaiapoi W.C.T.U. Coffee Rooms bbox=[75, 1417, 390, 1436]
union-details: 3rd Wednesday, Presbyterian and Methodist Churches alternately, 2 p.m.; Pres., Mrs Butler; Vice-Pres., Mesdames Sheeran and Edmunds; Sec., Mrs Gleeson; Treas, Mrs Leather. bbox=[75, 1220, 556, 1270]
union-entry: Ngaruawahia, 1st Tuesday, 2.30 p.m. Presbyterian Church; Pres., Mrs T. E. French; Vice-Pres., Mrs L. Bycroft and Mrs Vincent; Sec., Mrs W. A. Porter; Treas., Mrs S. Whitburn; Supt. Cradle Roll and W. R., Mrs Kendall. bbox=[581, 563, 1062, 631]
column-2 bbox=[568, 129, 1074, 2264]
union-name: Pukekohe bbox=[581, 1500, 678, 1519]
union-entry: New Plymouth, District, last Wednesday, 3 p.m., Good Templar Lodgeroom; Pres., Mrs Allen Douglas, Pendarves St.; Sec., Mrs Skitroph, Mill Rd.; Rec. Sec., Mrs Bruce, Molesworth St.; Treas., and W.R. Agent, Miss Taunt, Victoria Rd. bbox=[581, 646, 1062, 731]
union-details: 2nd Thursday, in Presbyterian Church, at 3 p.m.; Pres., Mrs Yeoman; Vice-Pres., Mrs Raven; Sec. Mrs Johnson; Treas., Mrs Mairs; White Ribbon Agent, Mrs Schofield. bbox=[1087, 602, 1568, 652]
union-details: 1st Tuesday, Knox Hall, 3 p.m.; Pres., Mrs Devonport; Sec., Mrs M. Flanagan, 4 Cole Street; Treas., Mrs Sutherland; White Ribbon Supt., Mrs Russell. bbox=[581, 218, 1062, 268]
union-details: 1st Thursday, 3 p.m., St. Paul's Hall Pres., Miss Moore. c/o Mr. W. H. Bain, Feilding; Rec. Sec., Miss Svendson; Cor. Sec., Mrs J. C. Thompson, Denbigh Street; Treas., Mrs Williamson, The Hill; "W.R." Agent, Mrs Burnley; Railway Box, Mrs Shearer. bbox=[75, 753, 556, 819]
union-entry: Huntly, 3rd Wednesday, Presbyterian and Methodist Churches alternately, 2 p.m.; Pres., Mrs Butler; Vice-Pres., Mesdames Sheeran and Edmunds; Sec., Mrs Gleeson; Treas, Mrs Leather. bbox=[75, 1215, 556, 1283]
union-entry: Kaiapoi W.C.T.U. Coffee Rooms, open Daily. Union meets second and last Wednesday, 3 p.m. Pres., Mrs Brighting; Sec., Miss Blackwell, "The Willows"; Treas., Mrs T. G. Blackwell; White Ribbon Supt., Mrs Ward. bbox=[75, 1415, 556, 1500]
column-3 bbox=[1074, 129, 1580, 2264]
union-entry: Norsewood, 3rd Wednesday, 2 p.m.; Pres., Mrs Oliver; Sec., Miss A. E. Olsen, "Willow Park"; Treas., Mrs S. Fredericksen; "W.R." Agent, Miss M. Olsen, "Willow Park." bbox=[581, 847, 1062, 915]
union-details: Second Wednesday, 2 p.m., Social Hall; Pres., Mrs Scott; Vice-Pres., Mrs Butler and Mrs Clement; Sec., Mrs Saunders; Treas., Mrs Lynn; Cradle Roll, Mrs K. Hall; White Ribbon, Mrs Dickson; Literature, Mrs Hayward. bbox=[581, 752, 1062, 818]
